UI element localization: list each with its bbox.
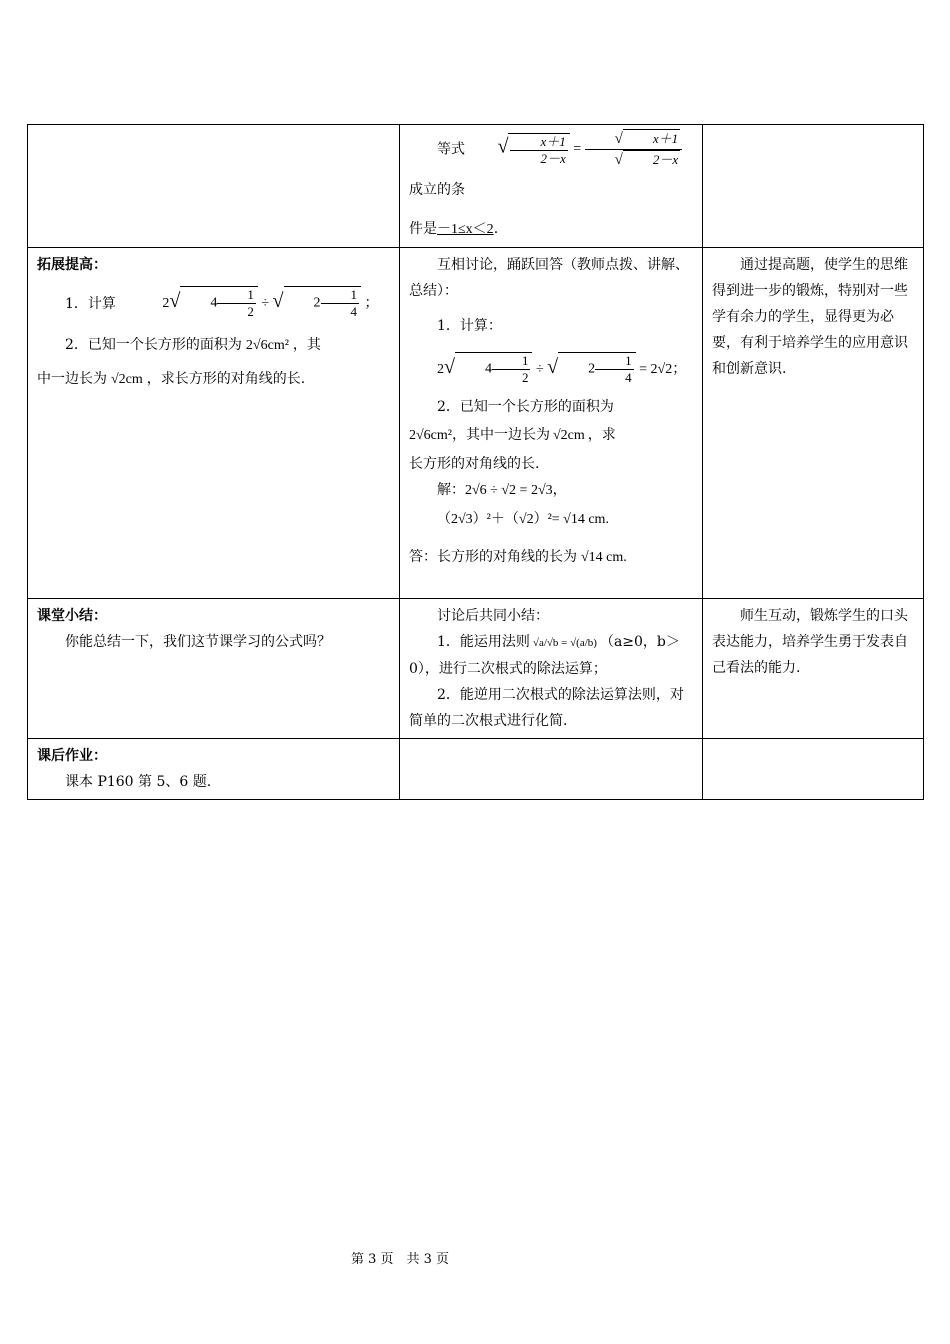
row2-right-cell (703, 599, 924, 739)
solution-line2: （2√3）²＋（√2）²= √14 cm. (437, 512, 609, 527)
table-row (28, 599, 924, 739)
row3-right-cell (703, 739, 924, 800)
mid-q2-text: 2．已知一个长方形的面积为 (437, 399, 614, 415)
mid-q2-side: √2cm (552, 428, 585, 443)
equation-formula: √ $\frac{x+1}{2-x}$ = $\frac{√ x+1}{√ 2-x}$ (469, 129, 682, 170)
answer-value: √14 cm. (581, 550, 627, 565)
summary-purpose: 师生互动，锻炼学生的口头表达能力，培养学生勇于发表自己看法的能力. (712, 608, 908, 676)
section-heading: 拓展提高： (37, 257, 107, 273)
row3-left-cell (28, 739, 400, 800)
table-row (28, 248, 924, 599)
q2-side: √2cm (111, 372, 143, 387)
q2-text: 2．已知一个长方形的面积为 (65, 337, 242, 353)
teaching-purpose: 通过提高题，使学生的思维得到进一步的锻炼，特别对一些学有余力的学生，显得更为必要，有利于培养学生的应用意识和创新意识. (712, 257, 908, 377)
equation-prefix: 等式 (437, 141, 465, 158)
section-heading: 课堂小结： (37, 608, 107, 624)
mid-q1-label: 1．计算： (437, 318, 502, 334)
mid-q1-expression: 2√ 4 $\frac{1}{2}$ ÷ √ 2 $\frac{1}{4}$ = 2√2； (437, 353, 687, 386)
summary-question: 你能总结一下，我们这节课学习的公式吗？ (65, 634, 331, 650)
discussion-intro: 互相讨论，踊跃回答（教师点拨、讲解、总结）： (409, 257, 689, 299)
answer-label: 答：长方形的对角线的长为 (409, 549, 577, 565)
row2-mid-cell: 讨论后共同小结： 1．能运用法则 √a/√b = √(a/b) （a≥0，b＞0），进行二次根式的除法运算； 2．能逆用二次根式的除法运算法则，对简单的二次根式进行化简. (400, 599, 703, 739)
table-row (28, 739, 924, 800)
q2-area: 2√6cm² (245, 338, 289, 353)
condition-prefix: 件是 (409, 221, 437, 237)
row3-mid-cell (400, 739, 703, 800)
row0-mid-cell: 等式 √ $\frac{x+1}{2-x}$ = $\frac{√ x+1}{√ 2-x}$ 成立的条 件是－1≤x＜2. (400, 125, 703, 248)
page-footer: 第 3 页 共 3 页 (350, 1252, 450, 1267)
row0-left-cell (28, 125, 400, 248)
summary-point2: 2．能逆用二次根式的除法运算法则，对简单的二次根式进行化简. (409, 687, 684, 729)
row1-right-cell (703, 248, 924, 599)
row0-right-cell (703, 125, 924, 248)
row1-left-cell: 拓展提高： 1．计算 2√ 4 $\frac{1}{2}$ ÷ √ 2 $\frac{1}{4}$ ； 2．已知一个长方形的面积为 2√6cm² ，其 中一边长为 √2cm ，求长方形的对角线的长. (28, 248, 400, 599)
summary-point1: 1．能运用法则 (437, 634, 530, 650)
mid-q2-area: 2√6cm² (409, 428, 452, 443)
equation-suffix: 成立的条 (409, 182, 465, 198)
row2-left-cell (28, 599, 400, 739)
q1-label: 1．计算 (65, 296, 116, 312)
row1-mid-cell: 互相讨论，踊跃回答（教师点拨、讲解、总结）： 1．计算： 2√ 4 $\frac{1}{2}$ ÷ √ 2 $\frac{1}{4}$ = 2√2； 2．已知一个长方形的面积为 2√6cm²，其中一边长为 √2cm ，求 长方形的对角线的长. 解：2√6 ÷ √2 = 2√3， （2√3）²＋（√2）²= √14 cm. 答：长方形的对角线的长为 √14 cm. (400, 248, 703, 599)
q1-expression: 2√ 4 $\frac{1}{2}$ ÷ √ 2 $\frac{1}{4}$ ； (162, 287, 379, 320)
section-heading: 课后作业： (37, 748, 107, 764)
lesson-plan-table (27, 124, 924, 800)
homework-text: 课本 P160 第 5、6 题. (65, 774, 212, 790)
condition-answer: －1≤x＜2 (437, 222, 494, 237)
solution-label: 解： (437, 482, 465, 498)
solution-line1: 2√6 ÷ √2 = 2√3， (465, 483, 567, 498)
division-rule-formula: √a/√b = √(a/b) (532, 637, 597, 649)
table-row (28, 125, 924, 248)
summary-intro: 讨论后共同小结： (437, 608, 549, 624)
